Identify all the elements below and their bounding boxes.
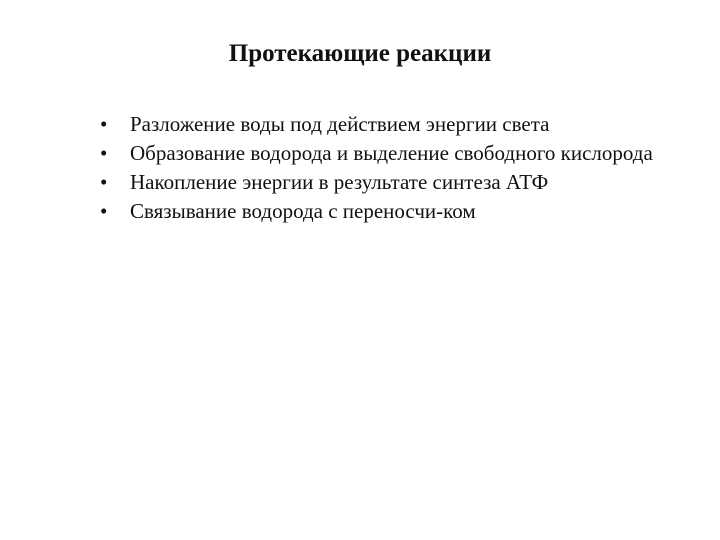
slide-title: Протекающие реакции	[228, 40, 492, 67]
bullet-item	[100, 168, 660, 197]
bullet-text: Накопление энергии в результате синтеза АТФ	[130, 170, 549, 194]
bullet-item	[100, 197, 660, 226]
bullet-icon: •	[100, 199, 108, 223]
bullet-item	[100, 139, 660, 168]
bullet-icon: •	[100, 170, 108, 194]
bullet-text: Образование водорода и выделение свободного кислорода	[130, 141, 653, 165]
bullet-text: Связывание водорода с переносчи-ком	[130, 199, 476, 223]
bullet-icon: •	[100, 141, 108, 165]
bullet-list	[100, 110, 660, 226]
bullet-icon: •	[100, 112, 108, 136]
bullet-text: Разложение воды под действием энергии света	[130, 112, 550, 136]
bullet-item	[100, 110, 660, 139]
